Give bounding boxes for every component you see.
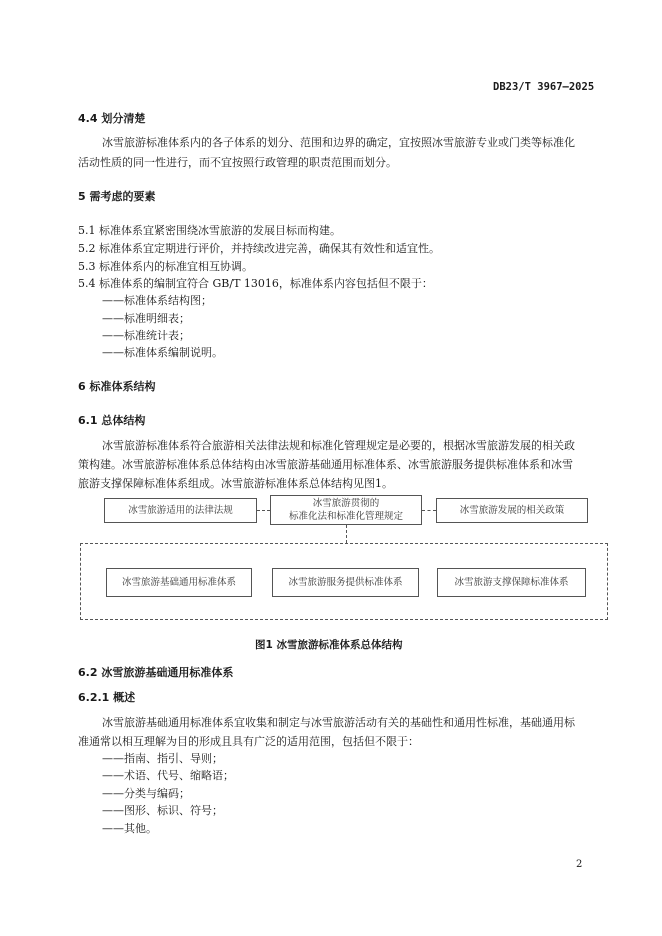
list-item: ——其他。 — [102, 822, 157, 835]
list-item: ——标准统计表； — [102, 329, 190, 342]
list-item: ——标准体系结构图； — [102, 294, 212, 307]
section-heading-6-1: 6.1 总体结构 — [78, 414, 146, 427]
diagram-box-policies — [436, 498, 588, 523]
diagram-box-label: 冰雪旅游服务提供标准体系 — [288, 577, 403, 588]
diagram-box-laws — [104, 498, 257, 523]
diagram-box-label: 冰雪旅游支撑保障标准体系 — [454, 577, 569, 588]
diagram-connector — [257, 510, 270, 511]
diagram-box-label: 冰雪旅游发展的相关政策 — [459, 505, 565, 516]
paragraph-line: 准通常以相互理解为目的形成且具有广泛的适用范围，包括但不限于： — [78, 735, 419, 748]
diagram-box-label: 冰雪旅游适用的法律法规 — [128, 505, 233, 516]
diagram-box-label: 冰雪旅游贯彻的 — [312, 498, 380, 509]
document-id: DB23/T 3967—2025 — [493, 81, 595, 93]
diagram-box-label: 标准化法和标准化管理规定 — [288, 511, 403, 522]
paragraph-line: 冰雪旅游标准体系内的各子体系的划分、范围和边界的确定，宜按照冰雪旅游专业或门类等标准化 — [102, 136, 575, 149]
paragraph-line: 活动性质的同一性进行，而不宜按照行政管理的职责范围而划分。 — [78, 156, 397, 169]
clause-5-3: 5.3 标准体系内的标准宜相互协调。 — [78, 260, 253, 273]
clause-5-2: 5.2 标准体系宜定期进行评价，并持续改进完善，确保其有效性和适宜性。 — [78, 242, 440, 255]
list-item: ——术语、代号、缩略语； — [102, 769, 234, 782]
paragraph-line: 冰雪旅游基础通用标准体系宜收集和制定与冰雪旅游活动有关的基础性和通用性标准，基础通用标 — [102, 716, 575, 729]
paragraph-line: 旅游支撑保障标准体系组成。冰雪旅游标准体系总体结构见图1。 — [78, 477, 393, 490]
diagram-connector — [346, 525, 347, 543]
section-heading-6-2: 6.2 冰雪旅游基础通用标准体系 — [78, 666, 234, 679]
list-item: ——指南、指引、导则； — [102, 752, 223, 765]
list-item: ——标准明细表； — [102, 312, 190, 325]
paragraph-line: 策构建。冰雪旅游标准体系总体结构由冰雪旅游基础通用标准体系、冰雪旅游服务提供标准体系和冰雪 — [78, 458, 573, 471]
figure-caption: 图1 冰雪旅游标准体系总体结构 — [255, 639, 403, 651]
diagram-box-standardization — [270, 495, 422, 525]
section-heading-6: 6 标准体系结构 — [78, 380, 156, 393]
section-heading-5: 5 需考虑的要素 — [78, 190, 156, 203]
clause-5-4: 5.4 标准体系的编制宜符合 GB/T 13016，标准体系内容包括但不限于： — [78, 277, 433, 290]
diagram-box-support-guarantee — [437, 568, 586, 597]
diagram-connector — [422, 510, 436, 511]
section-heading-6-2-1: 6.2.1 概述 — [78, 691, 136, 704]
section-heading-4-4: 4.4 划分清楚 — [78, 112, 146, 125]
diagram-box-label: 冰雪旅游基础通用标准体系 — [121, 577, 236, 588]
list-item: ——标准体系编制说明。 — [102, 346, 223, 359]
list-item: ——分类与编码； — [102, 787, 190, 800]
clause-5-1: 5.1 标准体系宜紧密围绕冰雪旅游的发展目标而构建。 — [78, 224, 341, 237]
diagram-box-service-provision — [272, 568, 419, 597]
diagram-box-basic-general — [106, 568, 252, 597]
paragraph-line: 冰雪旅游标准体系符合旅游相关法律法规和标准化管理规定是必要的，根据冰雪旅游发展的相关政 — [102, 439, 575, 452]
page-number: 2 — [576, 859, 583, 870]
list-item: ——图形、标识、符号； — [102, 804, 223, 817]
